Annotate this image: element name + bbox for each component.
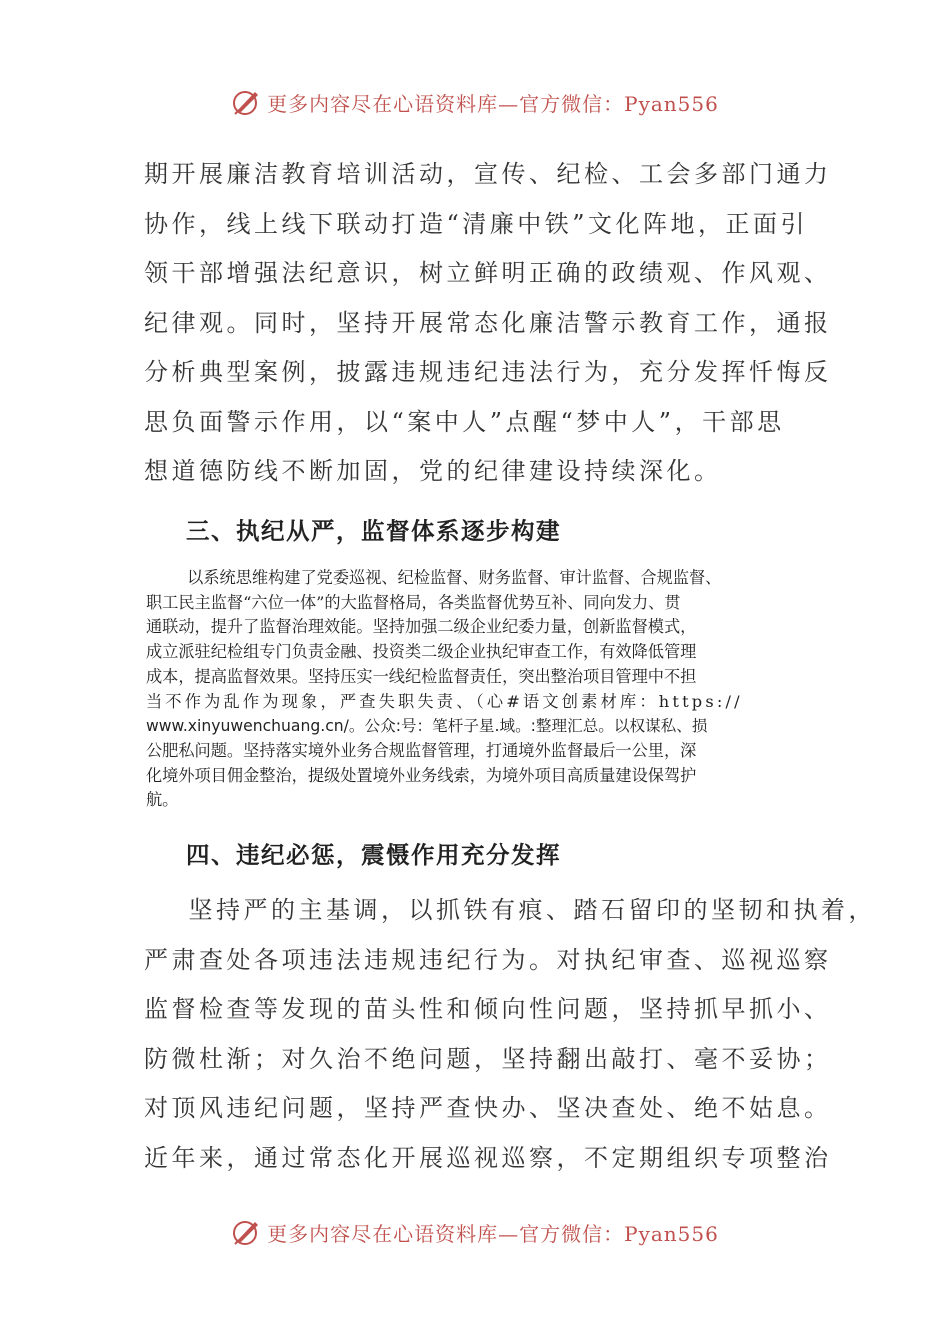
- banner-text: 更多内容尽在心语资料库—官方微信：Pyan556: [267, 91, 719, 116]
- header-banner: [0, 82, 950, 122]
- section-heading-4: 四、违纪必惩，震慑作用充分发挥: [186, 841, 561, 869]
- banner-text: 更多内容尽在心语资料库—官方微信：Pyan556: [267, 1221, 719, 1246]
- text-line: 成立派驻纪检组专门负责金融、投资类二级企业执纪审查工作，有效降低管理: [146, 642, 697, 662]
- text-line: 思负面警示作用，以“案中人”点醒“梦中人”，干部思: [144, 407, 785, 436]
- text-line: 纪律观。同时，坚持开展常态化廉洁警示教育工作，通报: [144, 308, 832, 337]
- text-line: 领干部增强法纪意识，树立鲜明正确的政绩观、作风观、: [144, 259, 832, 287]
- footer-banner: [0, 1212, 950, 1252]
- text-line: 想道德防线不断加固，党的纪律建设持续深化。: [144, 457, 722, 485]
- paragraph-3: [144, 886, 877, 1183]
- text-line: 监督检查等发现的苗头性和倾向性问题，坚持抓早抓小、: [144, 995, 832, 1023]
- text-line: 近年来，通过常态化开展巡视巡察，不定期组织专项整治: [144, 1143, 832, 1172]
- text-line: 防微杜渐；对久治不绝问题，坚持翻出敲打、毫不妥协；: [144, 1044, 832, 1073]
- text-line: 以系统思维构建了党委巡视、纪检监督、财务监督、审计监督、合规监督、: [146, 568, 722, 587]
- text-line: 严肃查处各项违法违规违纪行为。对执纪审查、巡视巡察: [144, 945, 832, 974]
- text-line: 公肥私问题。坚持落实境外业务合规监督管理，打通境外监督最后一公里，深: [146, 740, 697, 760]
- paragraph-1: [144, 150, 832, 497]
- text-line: 通联动，提升了监督治理效能。坚持加强二级企业纪委力量，创新监督模式，: [146, 617, 697, 637]
- text-line: 航。: [146, 790, 179, 810]
- text-line: 化境外项目佣金整治，提级处置境外业务线索，为境外项目高质量建设保驾护: [146, 765, 697, 785]
- section-heading-3: 三、执纪从严，监督体系逐步构建: [186, 517, 561, 545]
- text-line: 成本，提高监督效果。坚持压实一线纪检监督责任，突出整治项目管理中不担: [146, 666, 697, 686]
- text-line: 协作，线上线下联动打造“清廉中铁”文化阵地，正面引: [144, 209, 809, 238]
- text-line: 分析典型案例，披露违规违纪违法行为，充分发挥忏悔反: [144, 358, 832, 386]
- text-line: 期开展廉洁教育培训活动，宣传、纪检、工会多部门通力: [144, 160, 832, 188]
- paragraph-2: [146, 566, 826, 813]
- text-line: 坚持严的主基调，以抓铁有痕、踏石留印的坚韧和执着，: [144, 896, 877, 924]
- text-line: www.xinyuwenchuang.cn/。公众:号：笔杆子星.域。:整理汇总。以权谋私、损: [146, 717, 708, 736]
- text-line: 当不作为乱作为现象，严查失职失责、（心#语文创素材库：https://: [146, 691, 743, 711]
- quill-logo-icon: [231, 87, 261, 117]
- text-line: 对顶风违纪问题，坚持严查快办、坚决查处、绝不姑息。: [144, 1094, 832, 1122]
- text-line: 职工民主监督“六位一体”的大监督格局，各类监督优势互补、同向发力、贯: [146, 592, 681, 612]
- quill-logo-icon: [231, 1217, 261, 1247]
